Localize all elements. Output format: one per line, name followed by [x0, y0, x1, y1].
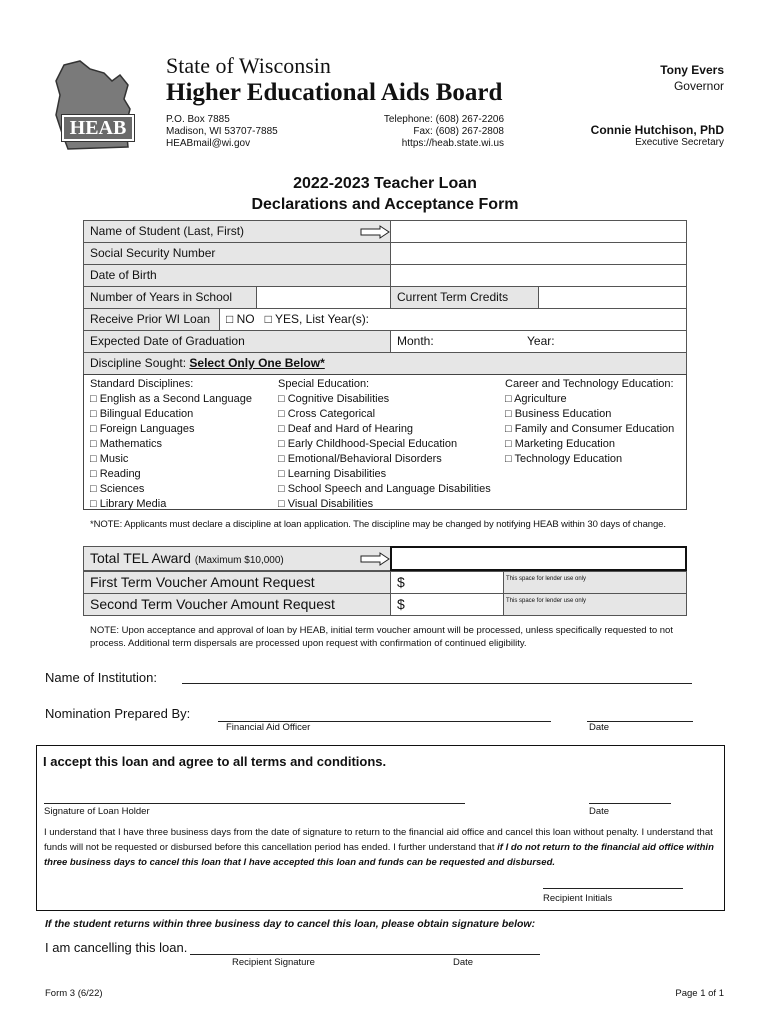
cancel-label: I am cancelling this loan.	[45, 940, 188, 955]
address-block	[166, 114, 278, 150]
ssn-input[interactable]	[390, 242, 687, 265]
lender-note: This space for lender use only	[506, 576, 587, 582]
total-award-label-cell	[83, 546, 391, 571]
secretary-block	[591, 123, 724, 148]
grad-input-cell[interactable]	[390, 330, 687, 353]
discipline-option[interactable]: □ Reading	[90, 468, 141, 480]
discipline-option[interactable]: □ Cognitive Disabilities	[278, 393, 390, 405]
board-name: Higher Educational Aids Board	[166, 79, 503, 106]
lender-note: This space for lender use only	[506, 598, 587, 604]
credits-label-cell	[390, 286, 539, 309]
ssn-label: Social Security Number	[90, 246, 216, 260]
discipline-prefix: Discipline Sought:	[90, 356, 190, 370]
discipline-option[interactable]: □ Early Childhood-Special Education	[278, 438, 458, 450]
page-number: Page 1 of 1	[675, 988, 724, 999]
discipline-option[interactable]: □ Mathematics	[90, 438, 163, 450]
acceptance-box	[36, 745, 725, 911]
discipline-option[interactable]: □ Business Education	[505, 408, 612, 420]
dollar-sign: $	[397, 574, 405, 590]
loan-holder-date-label: Date	[589, 806, 610, 817]
loan-holder-date-line[interactable]	[589, 802, 671, 804]
form-id: Form 3 (6/22)	[45, 988, 103, 999]
yes-checkbox[interactable]: □ YES, List Year(s):	[264, 312, 370, 326]
cancellation-terms-text: I understand that I have three business days from the date of signature to return to the financial aid office and cancel this loan without penalty. I understand that funds will not be requested or disbursed before this cancellation period has ended. I further understand that	[44, 827, 713, 853]
fax: Fax: (608) 267-2808	[413, 126, 504, 137]
initials-line[interactable]	[543, 887, 683, 889]
discipline-note: *NOTE: Applicants must declare a discipline at loan application. The discipline may be changed by notifying HEAB within 30 days of change.	[90, 519, 666, 530]
name-label: Name of Student (Last, First)	[90, 224, 245, 238]
career-title: Career and Technology Education:	[505, 378, 674, 390]
special-title: Special Education:	[278, 378, 370, 390]
dob-label: Date of Birth	[90, 268, 157, 282]
arrow-right-icon	[360, 552, 390, 566]
discipline-options	[83, 374, 687, 510]
discipline-option[interactable]: □ Library Media	[90, 498, 167, 510]
arrow-right-icon	[360, 225, 390, 239]
dob-label-cell	[83, 264, 391, 287]
no-checkbox[interactable]: □ NO	[226, 312, 255, 326]
total-award-input[interactable]	[390, 546, 687, 571]
discipline-option[interactable]: □ Music	[90, 453, 129, 465]
second-term-label: Second Term Voucher Amount Request	[90, 596, 335, 612]
discipline-option[interactable]: □ Technology Education	[505, 453, 623, 465]
grad-label-cell	[83, 330, 391, 353]
heab-logo-text: HEAB	[62, 115, 134, 141]
second-term-label-cell	[83, 593, 391, 616]
prior-label-cell	[83, 308, 220, 331]
discipline-option[interactable]: □ Marketing Education	[505, 438, 615, 450]
standard-title: Standard Disciplines:	[90, 378, 194, 390]
prior-options-cell	[219, 308, 687, 331]
cancellation-terms-emphasis: if I do not return to the financial aid office within three business days to cancel this loan that I have accepted this loan and funds can be requested and disbursed.	[44, 842, 714, 868]
address-line: P.O. Box 7885	[166, 114, 230, 125]
institution-line[interactable]	[182, 682, 692, 684]
month-label: Month:	[397, 334, 434, 348]
name-input[interactable]	[390, 220, 687, 243]
ssn-label-cell	[83, 242, 391, 265]
prior-label: Receive Prior WI Loan	[90, 312, 211, 326]
grad-label: Expected Date of Graduation	[90, 334, 245, 348]
processing-note: NOTE: Upon acceptance and approval of loan by HEAB, initial term voucher amount will be processed, unless specifically requested to not process. Additional term dispersals are processed upon request with confirmation of continued eligibility.	[90, 625, 673, 649]
year-label: Year:	[527, 334, 555, 348]
form-title-line2: Declarations and Acceptance Form	[251, 196, 519, 213]
secretary-name: Connie Hutchison, PhD	[590, 123, 724, 137]
first-term-input[interactable]	[390, 571, 504, 594]
contact-block	[330, 114, 504, 150]
credits-label: Current Term Credits	[397, 290, 509, 304]
discipline-option[interactable]: □ Visual Disabilities	[278, 498, 374, 510]
institution-label: Name of Institution:	[45, 670, 157, 685]
discipline-option[interactable]: □ Learning Disabilities	[278, 468, 387, 480]
total-award-max: (Maximum $10,000)	[194, 555, 284, 566]
years-label-cell	[83, 286, 257, 309]
website: https://heab.state.wi.us	[401, 138, 504, 149]
dob-input[interactable]	[390, 264, 687, 287]
loan-holder-signature-line[interactable]	[44, 802, 465, 804]
name-label-cell	[83, 220, 391, 243]
years-label: Number of Years in School	[90, 290, 233, 304]
discipline-option[interactable]: □ English as a Second Language	[90, 393, 252, 405]
heab-logo	[50, 55, 142, 155]
fao-label: Financial Aid Officer	[226, 722, 311, 733]
cancel-date-label: Date	[453, 957, 474, 968]
loan-holder-signature-label: Signature of Loan Holder	[44, 806, 150, 817]
initials-label: Recipient Initials	[543, 893, 613, 904]
discipline-option[interactable]: □ Agriculture	[505, 393, 567, 405]
cancel-instruction: If the student returns within three business day to cancel this loan, please obtain signature below:	[45, 918, 536, 930]
discipline-select-note: Select Only One Below*	[189, 356, 325, 370]
governor-name: Tony Evers	[660, 63, 724, 77]
discipline-option[interactable]: □ Foreign Languages	[90, 423, 195, 435]
email-line: HEABmail@wi.gov	[166, 138, 251, 149]
total-award-label: Total TEL Award	[90, 550, 191, 566]
secretary-title: Executive Secretary	[635, 137, 724, 148]
governor-block	[660, 63, 724, 93]
cancel-signature-line[interactable]	[190, 953, 540, 955]
credits-input[interactable]	[538, 286, 687, 309]
discipline-header-cell	[83, 352, 687, 375]
discipline-option[interactable]: □ Family and Consumer Education	[505, 423, 675, 435]
address-line: Madison, WI 53707-7885	[166, 126, 278, 137]
acceptance-heading: I accept this loan and agree to all terms and conditions.	[43, 754, 387, 769]
career-column	[505, 377, 674, 467]
form-title	[0, 173, 770, 215]
special-column	[278, 377, 491, 512]
fao-date-label: Date	[589, 722, 610, 733]
first-term-lender-cell	[503, 571, 687, 594]
state-name: State of Wisconsin	[166, 53, 331, 78]
nomination-label: Nomination Prepared By:	[45, 706, 191, 721]
discipline-option[interactable]: □ Sciences	[90, 483, 145, 495]
governor-title: Governor	[673, 79, 724, 93]
discipline-option[interactable]: □ Cross Categorical	[278, 408, 376, 420]
cancel-signature-label: Recipient Signature	[232, 957, 315, 968]
discipline-option[interactable]: □ School Speech and Language Disabilities	[278, 483, 491, 495]
discipline-option[interactable]: □ Emotional/Behavioral Disorders	[278, 453, 442, 465]
discipline-option[interactable]: □ Deaf and Hard of Hearing	[278, 423, 414, 435]
first-term-label-cell	[83, 571, 391, 594]
second-term-lender-cell	[503, 593, 687, 616]
second-term-input[interactable]	[390, 593, 504, 616]
dollar-sign: $	[397, 596, 405, 612]
cancellation-terms	[44, 825, 714, 870]
standard-column	[90, 377, 252, 512]
years-input[interactable]	[256, 286, 391, 309]
discipline-option[interactable]: □ Bilingual Education	[90, 408, 194, 420]
telephone: Telephone: (608) 267-2206	[383, 114, 504, 125]
first-term-label: First Term Voucher Amount Request	[90, 574, 315, 590]
form-title-line1: 2022-2023 Teacher Loan	[293, 175, 477, 192]
